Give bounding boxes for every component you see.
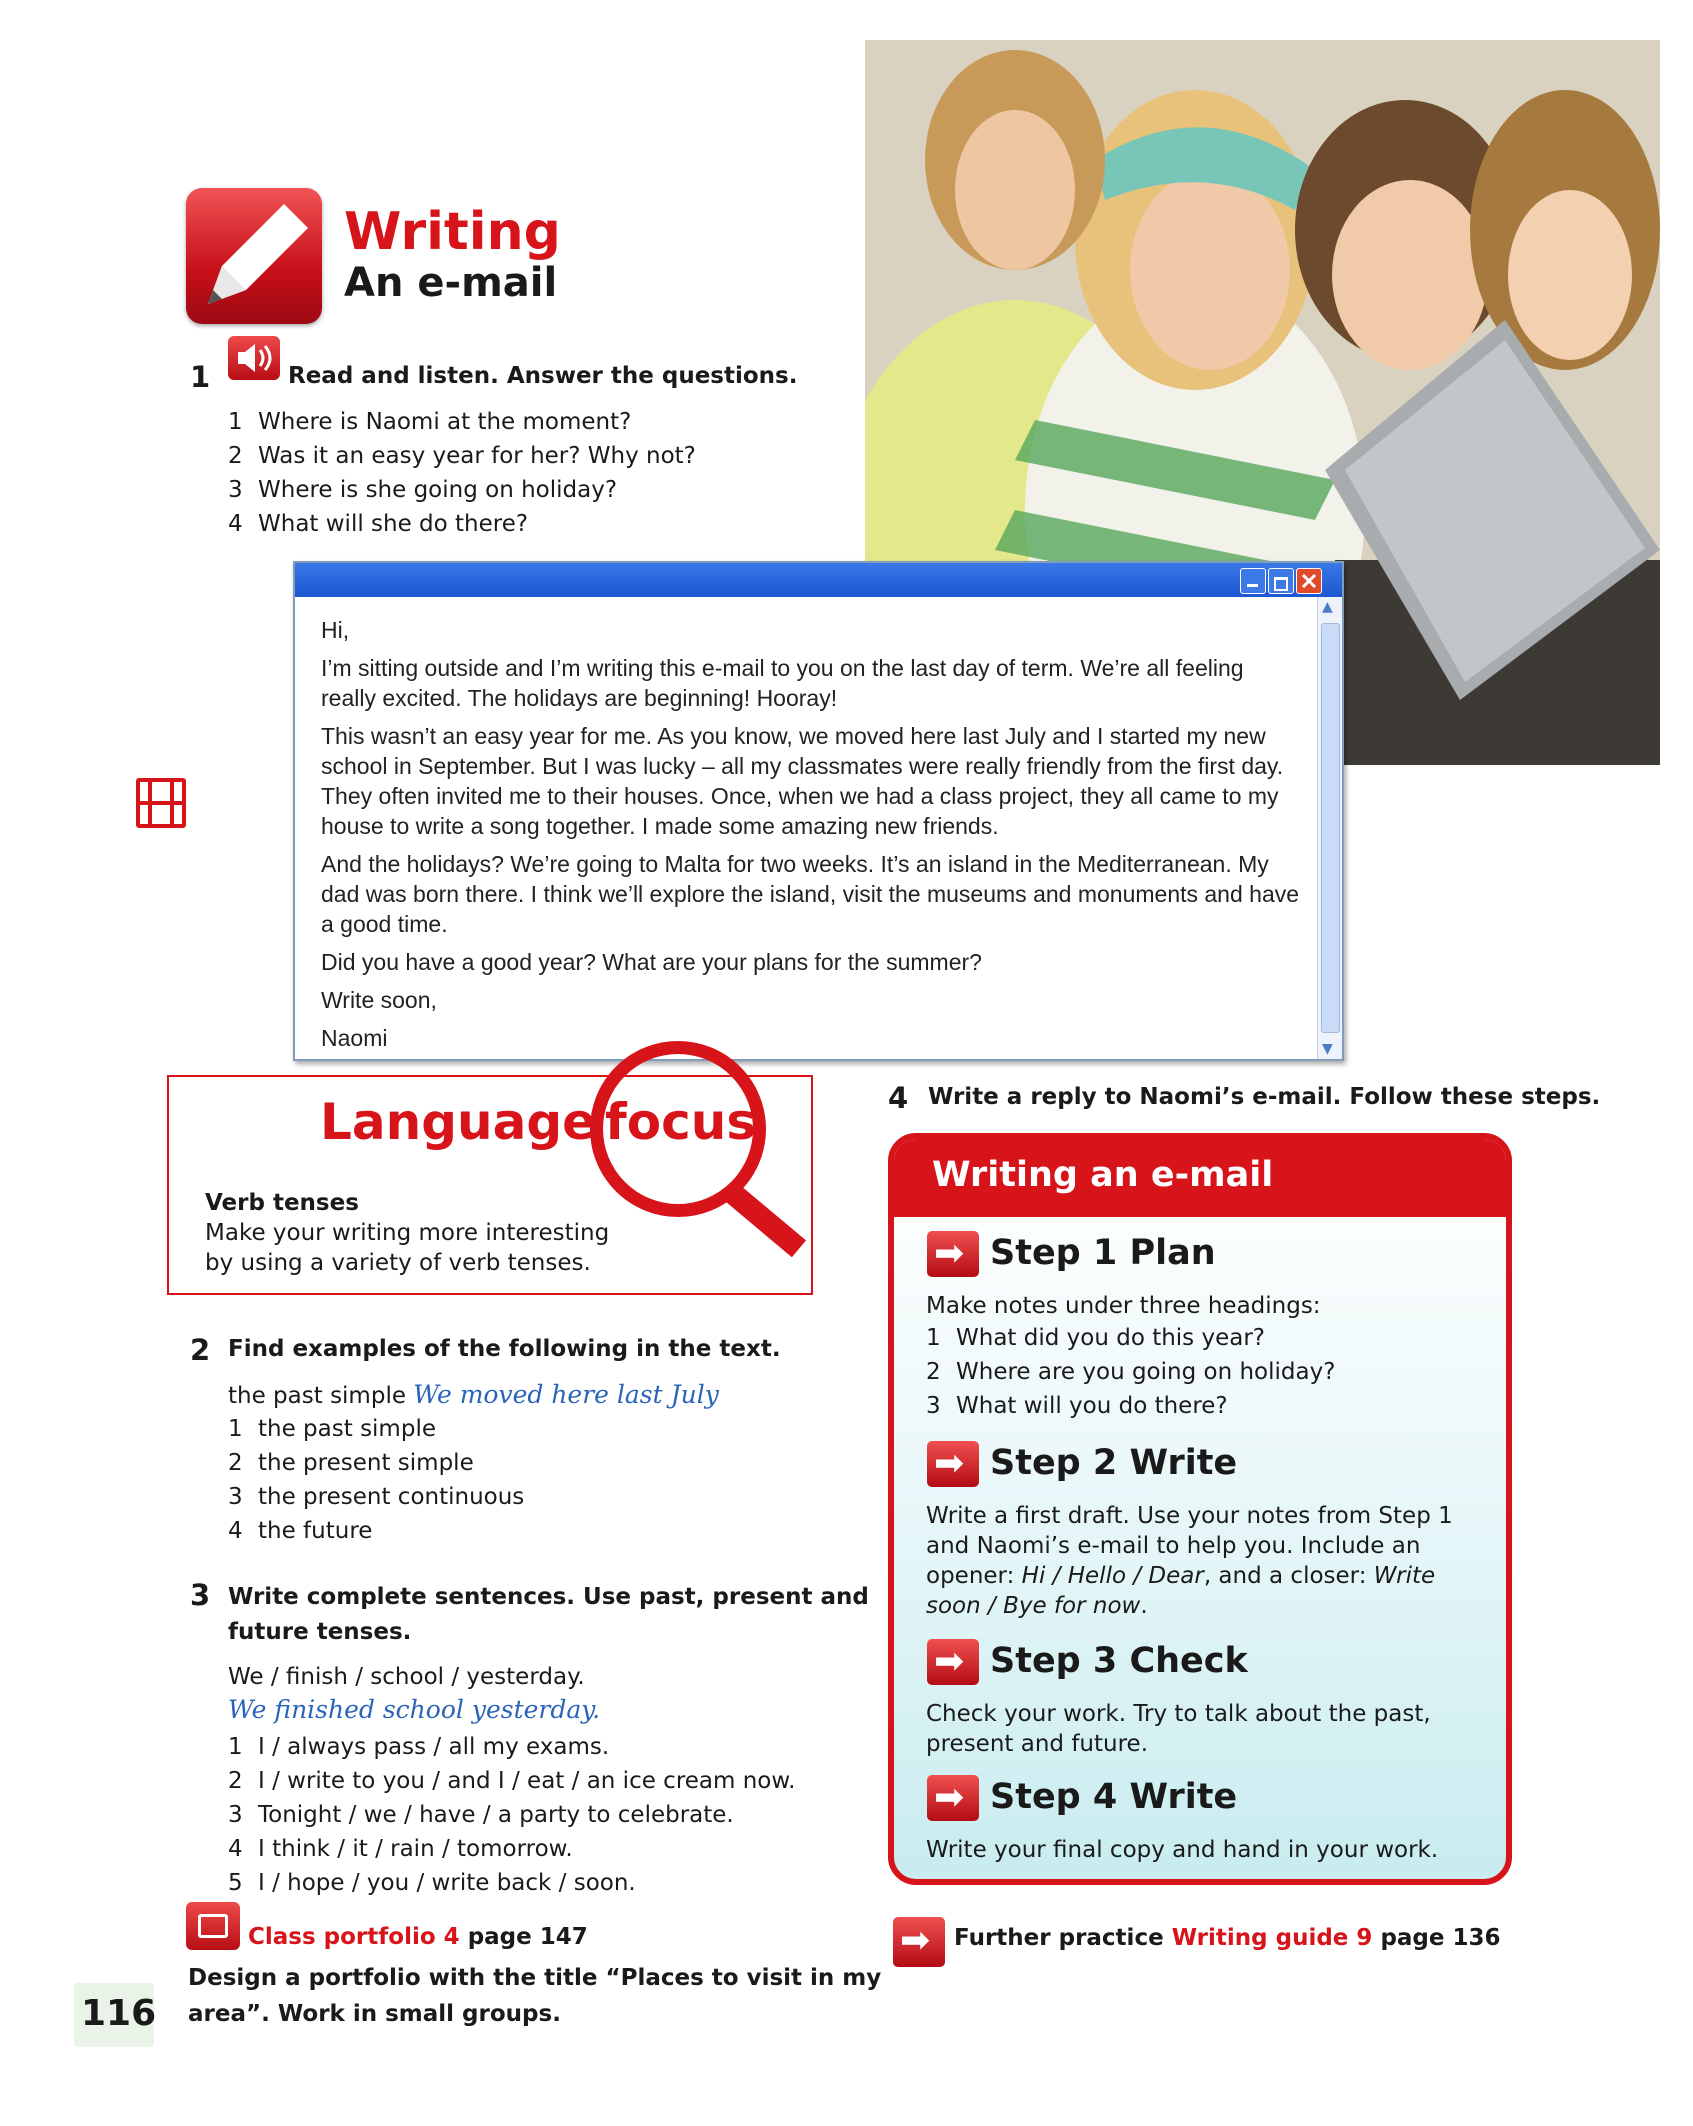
list-item: 2 Where are you going on holiday? (926, 1359, 1336, 1385)
example-label: the past simple (228, 1383, 406, 1409)
list-item: 4 I think / it / rain / tomorrow. (228, 1836, 573, 1862)
restore-icon[interactable] (1268, 568, 1294, 594)
arrow-right-icon (893, 1917, 945, 1967)
list-item: 5 I / hope / you / write back / soon. (228, 1870, 636, 1896)
page-subtitle: An e-mail (344, 260, 558, 306)
writing-guide-link[interactable]: Writing guide 9 (1171, 1925, 1373, 1951)
example-answer: We moved here last July (413, 1380, 719, 1409)
exercise-3-example-answer: We finished school yesterday. (228, 1695, 601, 1724)
portfolio-text: Design a portfolio with the title “Places to visit in my area”. Work in small groups. (188, 1965, 882, 2027)
list-item: 1 Where is Naomi at the moment? (228, 409, 632, 435)
window-title-bar (295, 563, 1342, 597)
list-item: 3 What will you do there? (926, 1393, 1228, 1419)
further-page: page 136 (1380, 1925, 1501, 1951)
step-2-text: Write a first draft. Use your notes from Step 1 and Naomi’s e-mail to help you. Include an opener: Hi / Hello / Dear, and a closer: Write soon / Bye for now. (926, 1503, 1453, 1619)
exercise-1-questions (228, 405, 696, 541)
email-signature: Naomi (321, 1025, 388, 1051)
exercise-2-items (228, 1412, 524, 1548)
exercise-2-example (228, 1378, 719, 1413)
list-item: 1 What did you do this year? (926, 1325, 1265, 1351)
language-focus-line: by using a variety of verb tenses. (205, 1250, 591, 1276)
language-focus-title: Language (320, 1093, 597, 1151)
email-greeting: Hi, (321, 617, 350, 643)
email-body (321, 615, 1301, 1061)
step-2-title: Step 2 Write (990, 1443, 1238, 1483)
list-item: 3 Tonight / we / have / a party to celebrate. (228, 1802, 734, 1828)
scrollbar-thumb[interactable] (1321, 623, 1340, 1033)
list-item: 2 the present simple (228, 1450, 474, 1476)
writing-steps-box (888, 1133, 1512, 1885)
email-paragraph-3: And the holidays? We’re going to Malta for two weeks. It’s an island in the Mediterranean. My dad was born there. I think we’ll explore the island, visit the museums and monuments and have a good time. (321, 851, 1300, 937)
arrow-right-icon (927, 1231, 979, 1277)
language-focus-line: Make your writing more interesting (205, 1220, 610, 1246)
list-item: 4 What will she do there? (228, 511, 529, 537)
language-focus-word: focus (605, 1093, 757, 1151)
list-item: 3 Where is she going on holiday? (228, 477, 618, 503)
language-focus-heading: Verb tenses (205, 1190, 359, 1216)
exercise-4-number: 4 (888, 1081, 909, 1115)
step-4-title: Step 4 Write (990, 1777, 1238, 1817)
steps-header (894, 1139, 1506, 1217)
pen-icon (186, 188, 322, 324)
close-icon[interactable] (1296, 568, 1322, 594)
language-focus-text (205, 1188, 609, 1278)
portfolio-icon (186, 1902, 240, 1950)
step-3-text: Check your work. Try to talk about the past, present and future. (926, 1701, 1431, 1757)
portfolio-page: page 147 (467, 1924, 588, 1950)
further-practice (954, 1925, 1501, 1951)
arrow-right-icon (927, 1775, 979, 1821)
exercise-3-number: 3 (190, 1578, 211, 1612)
exercise-1-instruction: Read and listen. Answer the questions. (288, 363, 798, 389)
arrow-right-icon (927, 1441, 979, 1487)
email-window (293, 561, 1344, 1061)
exercise-3-items (228, 1730, 795, 1900)
scroll-down-icon[interactable]: ▼ (1322, 1041, 1333, 1057)
list-item: 2 I / write to you / and I / eat / an ice cream now. (228, 1768, 796, 1794)
exercise-2-instruction: Find examples of the following in the text. (228, 1336, 781, 1362)
further-prefix: Further practice (954, 1925, 1164, 1951)
step-1-text: Make notes under three headings: 1 What did you do this year? 2 Where are you going on holiday? 3 What will you do there? (926, 1291, 1335, 1423)
film-icon (136, 778, 186, 828)
exercise-4-instruction: Write a reply to Naomi’s e-mail. Follow these steps. (928, 1084, 1601, 1110)
exercise-3-instruction: Write complete sentences. Use past, present and future tenses. (228, 1584, 869, 1645)
email-paragraph-2: This wasn’t an easy year for me. As you know, we moved here last July and I started my new school in September. But I was lucky – all my classmates were really friendly from the first day. They often invited me to their houses. Once, when we had a class project, they all came to my house to write a song together. I made some amazing new friends. (321, 723, 1284, 839)
minimize-icon[interactable] (1240, 568, 1266, 594)
email-paragraph-4: Did you have a good year? What are your plans for the summer? (321, 949, 982, 975)
portfolio-link[interactable]: Class portfolio 4 (248, 1924, 460, 1950)
exercise-2-number: 2 (190, 1333, 211, 1367)
list-item: 1 the past simple (228, 1416, 436, 1442)
email-scrollbar[interactable] (1317, 597, 1342, 1059)
list-item: 1 I / always pass / all my exams. (228, 1734, 610, 1760)
list-item: 4 the future (228, 1518, 373, 1544)
steps-title: Writing an e-mail (932, 1155, 1274, 1195)
exercise-3-example-prompt: We / finish / school / yesterday. (228, 1664, 585, 1690)
list-item: 3 the present continuous (228, 1484, 525, 1510)
arrow-right-icon (927, 1639, 979, 1685)
page-number: 116 (74, 1983, 154, 2047)
portfolio-heading (248, 1924, 588, 1950)
exercise-1-number: 1 (190, 360, 211, 394)
page-title: Writing (344, 202, 561, 262)
email-paragraph-1: I’m sitting outside and I’m writing this e-mail to you on the last day of term. We’re all feeling really excited. The holidays are beginning! Hooray! (321, 655, 1244, 711)
scroll-up-icon[interactable]: ▲ (1322, 599, 1333, 615)
audio-speaker-icon[interactable] (228, 336, 280, 380)
step-4-text: Write your final copy and hand in your work. (926, 1837, 1439, 1863)
list-item: 2 Was it an easy year for her? Why not? (228, 443, 696, 469)
email-closing: Write soon, (321, 987, 437, 1013)
step-3-title: Step 3 Check (990, 1641, 1248, 1681)
step-1-title: Step 1 Plan (990, 1233, 1216, 1273)
